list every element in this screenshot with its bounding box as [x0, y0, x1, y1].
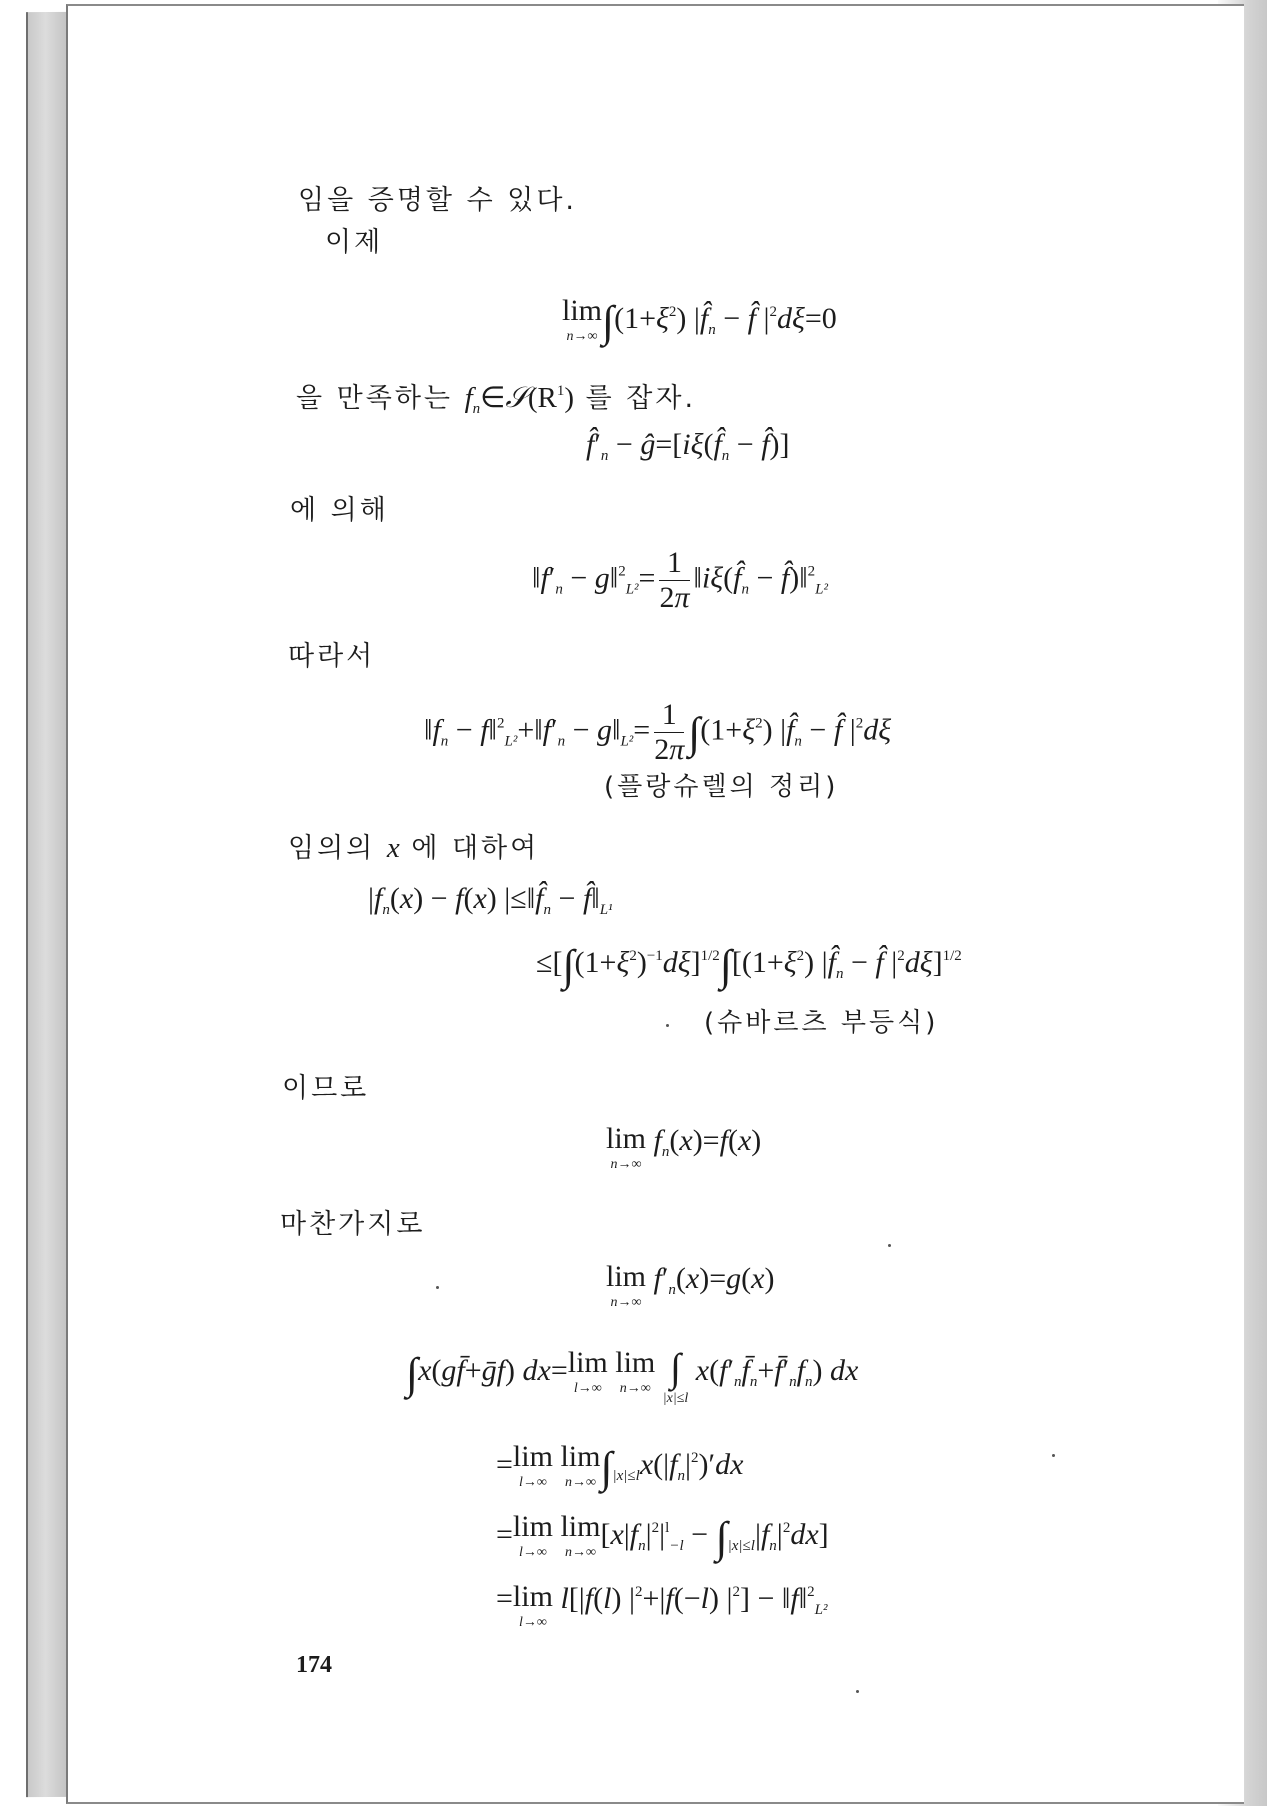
text-line-4: 에 의해 [290, 495, 389, 526]
caption-plancherel: (플랑슈렐의 정리) [604, 772, 839, 802]
inline-math-fn-in-schwartz: $f_n\in 𝒮(R^1)$ [464, 382, 575, 417]
text-line-3 [296, 376, 696, 418]
text-line-6-head: 임의의 [288, 833, 376, 864]
text-line-1: 임을 증명할 수 있다. [298, 185, 577, 216]
equation-integration-by-parts-4: = lim l→∞ l[|f(l) $|^2+|f(-l) |^2$] − ‖f‖$^2_{L^2}$ [496, 1580, 828, 1630]
scan-speck [666, 1024, 669, 1027]
text-line-2: 이제 [325, 227, 384, 258]
scan-speck [436, 1286, 439, 1289]
text-line-6-tail: 에 대하여 [411, 833, 540, 864]
text-line-8: 마찬가지로 [280, 1209, 426, 1240]
text-line-6 [288, 826, 539, 865]
equation-schwarz-bound: $\le[\int(1+\xi^2)^{-1}d\xi]^{1/2}\int[(1+\xi^2)$ $|f̂_n$ − f̂ $|^2d\xi]^{1/2}$ [536, 941, 962, 990]
equation-plancherel-sum: $‖f_n$ − $f‖^2_{L^2}+‖f'_n$ − $g‖_{L^2}=$ $\frac{1}{2\pi}$ $\int(1+\xi^2)$ $|f̂_n$ − f̂ $|^2d\xi$ [424, 698, 892, 766]
equation-limit-fn: lim n→∞ $f_n(x)=f(x)$ [606, 1122, 762, 1172]
text-line-7: 이므로 [282, 1073, 370, 1104]
equation-integration-by-parts-3: = lim l→∞ lim n→∞ $[x|f_n|^2|^l_{-l} - \int_{|x|\le l}|f_n|^2dx]$ [496, 1510, 829, 1562]
equation-integration-by-parts-2: = lim l→∞ lim n→∞ $\int_{|x|\le l}x(|f_n|^2)'dx$ [496, 1440, 744, 1492]
scan-speck [1052, 1454, 1055, 1457]
equation-pointwise-bound: $|f_n(x) - f(x)$ $|\le‖f̂_n$ − $f̂‖_{L^1}$ [368, 882, 613, 918]
text-line-3-head: 을 만족하는 [296, 383, 453, 414]
equation-limit-derivative: lim n→∞ $f'_n(x)=g(x)$ [606, 1260, 775, 1310]
equation-integration-by-parts-1: ∫x(gf̄+ḡf) dx= lim l→∞ lim n→∞ ∫ |x|≤l $x(f'_nf̄_n+f̄'_nf_n)$ dx [406, 1345, 859, 1406]
scan-speck [888, 1244, 891, 1247]
text-line-3-tail: 를 잡자. [585, 383, 697, 414]
equation-derivative-transform: $f̂'_n$ − $ĝ=[i\xi(f̂_n$ − f̂)] [586, 428, 790, 464]
text-line-5: 따라서 [288, 641, 376, 672]
equation-limit-integral: lim n→∞ $\int(1+\xi^2)$ $|f̂_n$ − f̂ $|^2d\xi=0$ [562, 294, 837, 346]
inline-math-x: x [386, 832, 400, 864]
equation-norm-identity: $‖f'_n$ − g‖$^2_{L^2}$= $\frac{1}{2\pi}$ $‖i\xi(f̂_n$ − f̂)‖$^2_{L^2}$ [532, 546, 828, 614]
scan-speck [856, 1690, 859, 1693]
caption-schwarz: (슈바르츠 부등식) [704, 1008, 939, 1038]
page-number: 174 [296, 1652, 332, 1678]
